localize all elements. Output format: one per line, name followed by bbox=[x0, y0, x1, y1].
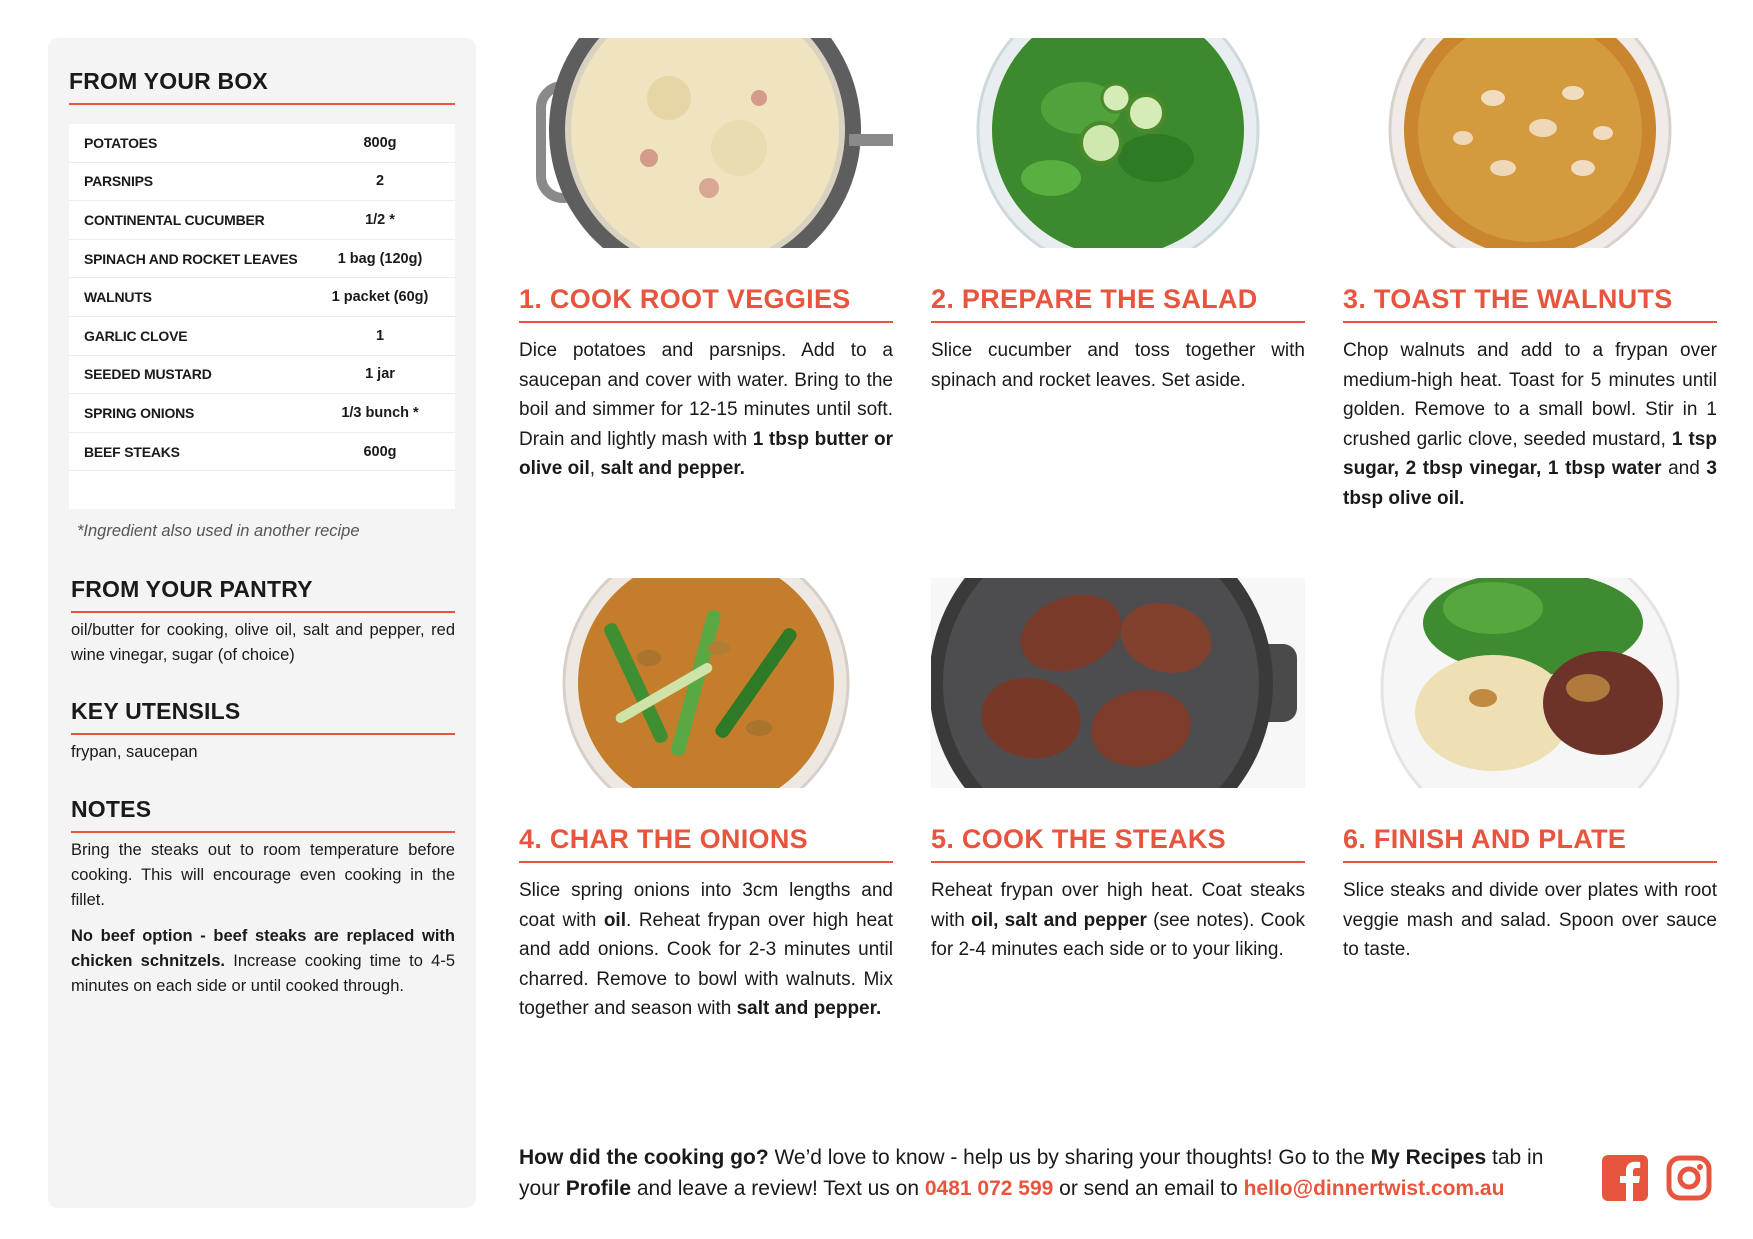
step-text-part: . Reheat frypan over high heat and add onions. Cook for 2-3 minutes until charred. Remove to bowl with walnuts. Mix together and season with bbox=[519, 909, 894, 1019]
ingredient-name: WALNUTS bbox=[84, 289, 152, 306]
step-title: 2. PREPARE THE SALAD bbox=[931, 284, 1305, 323]
notes-bold: No beef option - beef steaks are replaced with chicken schnitzels. bbox=[71, 927, 455, 970]
step-title: 3. TOAST THE WALNUTS bbox=[1343, 284, 1717, 323]
step-text-bold: oil bbox=[603, 909, 626, 931]
step-text-bold: oil, salt and pepper bbox=[971, 909, 1147, 931]
step-text-bold: 1 tbsp butter or olive oil bbox=[519, 428, 893, 479]
ingredient-row bbox=[69, 433, 455, 472]
finished-plate-photo bbox=[1343, 578, 1717, 788]
step-text bbox=[519, 336, 893, 484]
instagram-icon[interactable] bbox=[1666, 1155, 1712, 1201]
ingredient-qty: 1 packet (60g) bbox=[331, 289, 429, 306]
ingredient-footnote: *Ingredient also used in another recipe bbox=[77, 522, 360, 540]
step-text bbox=[1343, 336, 1717, 513]
ingredient-qty: 1/2 * bbox=[365, 211, 395, 228]
feedback-question: How did the cooking go? bbox=[519, 1146, 769, 1169]
ingredient-name: BEEF STEAKS bbox=[84, 443, 180, 460]
facebook-icon[interactable] bbox=[1602, 1155, 1648, 1201]
ingredient-qty: 2 bbox=[375, 173, 385, 190]
step-text-bold: 3 tbsp olive oil. bbox=[1343, 458, 1717, 509]
step-text-part: Dice potatoes and parsnips. Add to a saucepan and cover with water. Bring to the boil and simmer for 12-15 minutes until soft. Drain and lightly mash with bbox=[519, 340, 893, 450]
ingredient-name: PARSNIPS bbox=[84, 173, 153, 190]
step-title: 1. COOK ROOT VEGGIES bbox=[519, 284, 893, 323]
step-text bbox=[1343, 876, 1717, 965]
ingredient-qty: 800g bbox=[363, 134, 397, 151]
feedback-footer bbox=[519, 1142, 1579, 1204]
ingredient-name: CONTINENTAL CUCUMBER bbox=[84, 211, 265, 228]
ingredient-row bbox=[69, 356, 455, 395]
from-your-box-heading: FROM YOUR BOX bbox=[69, 68, 455, 105]
ingredient-name: SEEDED MUSTARD bbox=[84, 366, 212, 383]
ingredient-row bbox=[69, 163, 455, 202]
charred-onions-bowl-photo bbox=[519, 578, 893, 788]
step-text-bold: salt and pepper. bbox=[600, 458, 745, 479]
step-text-bold: 1 tsp sugar, 2 tbsp vinegar, 1 tbsp water bbox=[1343, 428, 1717, 479]
step-text-part: Slice cucumber and toss together with spinach and rocket leaves. Set aside. bbox=[931, 340, 1305, 391]
ingredient-row bbox=[69, 240, 455, 279]
phone-link[interactable]: 0481 072 599 bbox=[924, 1177, 1054, 1200]
mashed-potato-pot-photo bbox=[519, 38, 893, 248]
footer-text: We’d love to know - help us by sharing your thoughts! Go to the bbox=[768, 1146, 1371, 1169]
step-text-part: Slice spring onions into 3cm lengths and coat with bbox=[519, 880, 893, 931]
ingredient-qty: 1 bbox=[375, 327, 385, 344]
utensils-text: frypan, saucepan bbox=[71, 743, 198, 761]
walnut-dressing-bowl-photo bbox=[1343, 38, 1717, 248]
notes-rest: Increase cooking time to 4-5 minutes on each side or until cooked through. bbox=[71, 952, 456, 995]
from-your-pantry-heading: FROM YOUR PANTRY bbox=[71, 576, 455, 613]
step-text bbox=[519, 876, 893, 1024]
footer-text: tab in your bbox=[519, 1146, 1544, 1200]
ingredient-qty: 1 bag (120g) bbox=[337, 250, 423, 267]
ingredient-name: GARLIC CLOVE bbox=[84, 327, 188, 344]
email-link[interactable]: hello@dinnertwist.com.au bbox=[1243, 1177, 1505, 1200]
ingredients-table bbox=[69, 124, 455, 509]
ingredient-row bbox=[69, 317, 455, 356]
ingredient-name: POTATOES bbox=[84, 134, 158, 151]
ingredient-row bbox=[69, 278, 455, 317]
ingredient-qty: 600g bbox=[363, 443, 397, 460]
step-text-part: , bbox=[589, 458, 601, 479]
ingredient-row bbox=[69, 124, 455, 163]
pantry-text: oil/butter for cooking, olive oil, salt and pepper, red wine vinegar, sugar (of choice) bbox=[71, 621, 455, 664]
step-text-part: (see notes). Cook for 2-4 minutes each side or to your liking. bbox=[931, 909, 1305, 960]
step-text-part: Chop walnuts and add to a frypan over medium-high heat. Toast for 5 minutes until golden. Remove to a small bowl. Stir in 1 crushed garlic clove, seeded mustard, bbox=[1343, 340, 1717, 450]
ingredient-name: SPRING ONIONS bbox=[84, 404, 195, 421]
step-text bbox=[931, 336, 1305, 395]
notes-heading: NOTES bbox=[71, 796, 455, 833]
my-recipes-link[interactable]: My Recipes bbox=[1370, 1146, 1487, 1169]
ingredient-qty: 1 jar bbox=[365, 366, 395, 383]
step-title: 5. COOK THE STEAKS bbox=[931, 824, 1305, 863]
step-title: 6. FINISH AND PLATE bbox=[1343, 824, 1717, 863]
notes-alternative bbox=[71, 924, 455, 999]
steaks-frypan-photo bbox=[931, 578, 1305, 788]
salad-bowl-photo bbox=[931, 38, 1305, 248]
notes-text: Bring the steaks out to room temperature before cooking. This will encourage even cooking in the fillet. bbox=[71, 841, 455, 909]
step-title: 4. CHAR THE ONIONS bbox=[519, 824, 893, 863]
ingredients-sidebar bbox=[48, 38, 476, 1208]
ingredient-row bbox=[69, 201, 455, 240]
profile-link[interactable]: Profile bbox=[565, 1177, 632, 1200]
step-text-part: and bbox=[1661, 458, 1707, 479]
ingredient-name: SPINACH AND ROCKET LEAVES bbox=[84, 250, 298, 267]
step-text-bold: salt and pepper. bbox=[736, 998, 882, 1019]
ingredient-qty: 1/3 bunch * bbox=[341, 404, 419, 421]
step-text-part: Reheat frypan over high heat. Coat steaks with bbox=[931, 880, 1305, 931]
step-text bbox=[931, 876, 1305, 965]
footer-text: and leave a review! Text us on bbox=[631, 1177, 925, 1200]
ingredient-row bbox=[69, 394, 455, 433]
step-text-part: Slice steaks and divide over plates with root veggie mash and salad. Spoon over sauce to taste. bbox=[1343, 880, 1717, 960]
footer-text: or send an email to bbox=[1053, 1177, 1244, 1200]
key-utensils-heading: KEY UTENSILS bbox=[71, 698, 455, 735]
